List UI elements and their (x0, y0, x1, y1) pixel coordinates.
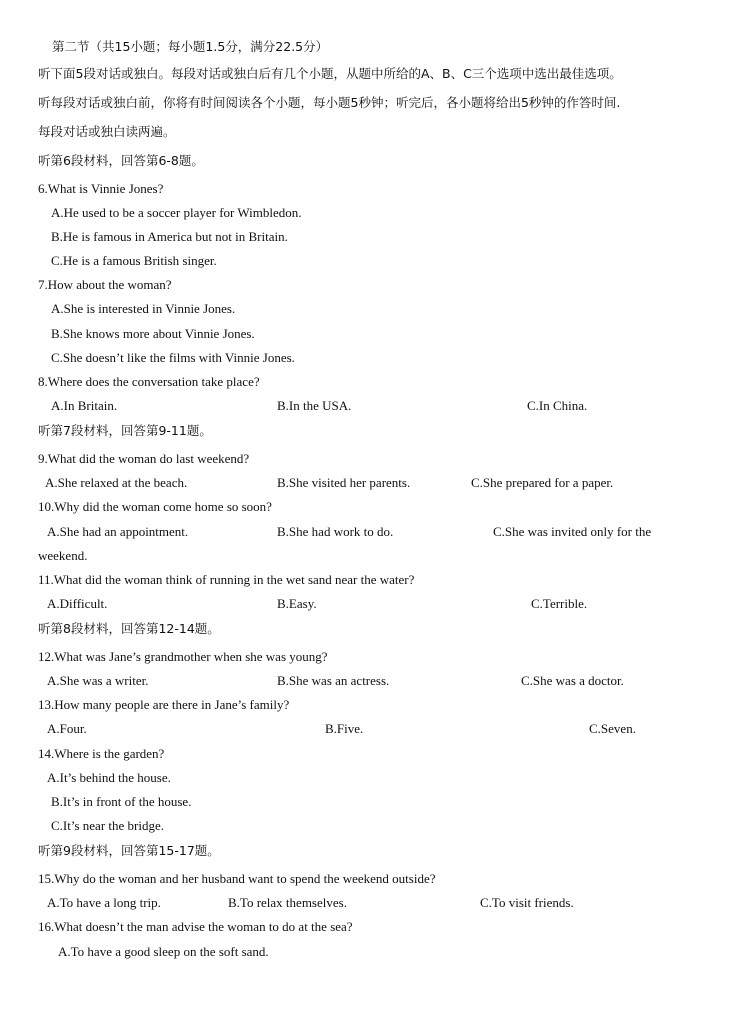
answer-option: B.He is famous in America but not in Britain. (51, 229, 288, 244)
answer-option: A.He used to be a soccer player for Wimbledon. (51, 205, 302, 220)
question-stem: 8.Where does the conversation take place? (38, 374, 260, 389)
answer-option: B.Five. (325, 721, 364, 736)
question-stem: 12.What was Jane’s grandmother when she was young? (38, 649, 328, 664)
answer-option: A.Difficult. (47, 596, 108, 611)
answer-option: C.She was invited only for the (493, 524, 652, 539)
answer-option: C.She was a doctor. (521, 673, 624, 688)
answer-option: A.Four. (47, 721, 87, 736)
answer-option: C.Seven. (589, 721, 636, 736)
group-heading: 听第8段材料，回答第12-14题。 (38, 621, 220, 636)
instruction-line: 每段对话或独白读两遍。 (38, 124, 176, 139)
answer-option: B.She had work to do. (277, 524, 394, 539)
question-stem: 7.How about the woman? (38, 277, 172, 292)
question-stem: 15.Why do the woman and her husband want to spend the weekend outside? (38, 871, 436, 886)
answer-option: B.To relax themselves. (228, 895, 347, 910)
answer-option: C.In China. (527, 398, 588, 413)
answer-option: C.She prepared for a paper. (471, 475, 614, 490)
answer-option: B.It’s in front of the house. (51, 794, 192, 809)
instruction-line: 听每段对话或独白前，你将有时间阅读各个小题，每小题5秒钟；听完后，各小题将给出5秒钟的作答时间. (38, 95, 621, 110)
instruction-line: 听下面5段对话或独白。每段对话或独白后有几个小题，从题中所给的A、B、C三个选项中选出最佳选项。 (38, 66, 622, 81)
answer-option: A.To have a good sleep on the soft sand. (58, 944, 269, 959)
answer-option: B.She visited her parents. (277, 475, 411, 490)
answer-option: C.It’s near the bridge. (51, 818, 164, 833)
answer-continuation: weekend. (38, 548, 88, 563)
answer-option: A.To have a long trip. (47, 895, 161, 910)
group-heading: 听第7段材料，回答第9-11题。 (38, 423, 212, 438)
answer-option: C.To visit friends. (480, 895, 574, 910)
question-stem: 6.What is Vinnie Jones? (38, 181, 164, 196)
answer-option: B.In the USA. (277, 398, 352, 413)
question-stem: 14.Where is the garden? (38, 746, 165, 761)
answer-option: C.She doesn’t like the films with Vinnie Jones. (51, 350, 295, 365)
group-heading: 听第9段材料，回答第15-17题。 (38, 843, 220, 858)
answer-option: A.She relaxed at the beach. (45, 475, 188, 490)
question-stem: 9.What did the woman do last weekend? (38, 451, 250, 466)
section-header: 第二节（共15小题；每小题1.5分，满分22.5分） (52, 39, 329, 54)
answer-option: A.In Britain. (51, 398, 118, 413)
answer-option: A.She was a writer. (47, 673, 149, 688)
question-stem: 16.What doesn’t the man advise the woman to do at the sea? (38, 919, 353, 934)
answer-option: C.Terrible. (531, 596, 588, 611)
question-stem: 11.What did the woman think of running in the wet sand near the water? (38, 572, 415, 587)
question-stem: 10.Why did the woman come home so soon? (38, 499, 272, 514)
answer-option: B.She was an actress. (277, 673, 390, 688)
answer-option: B.She knows more about Vinnie Jones. (51, 326, 255, 341)
answer-option: C.He is a famous British singer. (51, 253, 217, 268)
answer-option: A.She had an appointment. (47, 524, 189, 539)
answer-option: A.It’s behind the house. (47, 770, 171, 785)
answer-option: B.Easy. (277, 596, 317, 611)
answer-option: A.She is interested in Vinnie Jones. (51, 301, 236, 316)
group-heading: 听第6段材料，回答第6-8题。 (38, 153, 204, 168)
question-stem: 13.How many people are there in Jane’s family? (38, 697, 290, 712)
